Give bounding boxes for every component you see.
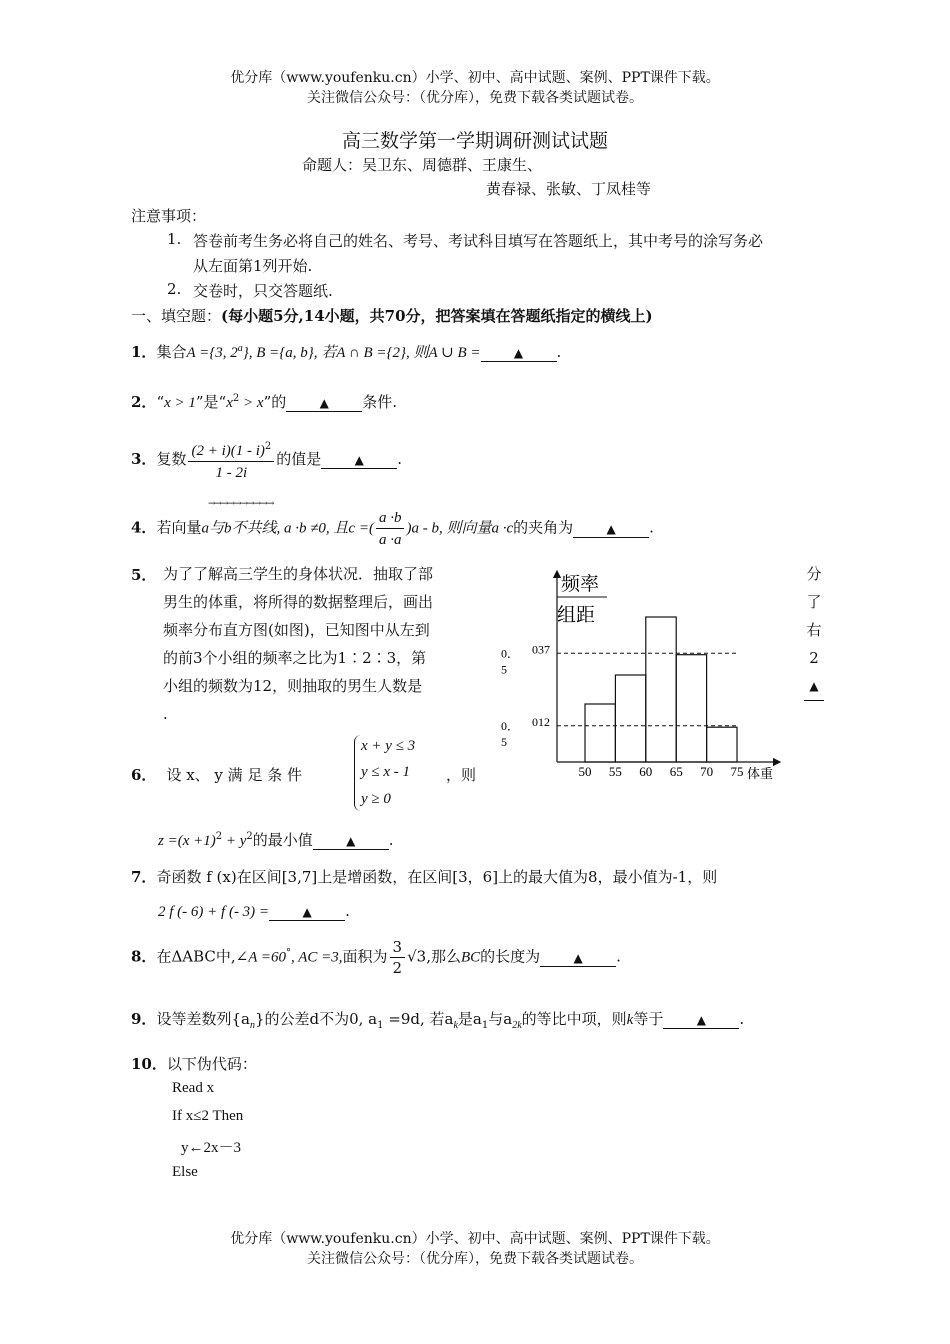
q4-frac-den: a ·a [378, 532, 402, 548]
histogram-bar-4 [676, 655, 706, 762]
q4-frac-num: a ·b [378, 510, 402, 526]
x-tick-label-60: 60 [639, 764, 653, 779]
note-1-text-cont: 从左面第1列开始. [193, 257, 313, 275]
section-heading [131, 305, 653, 326]
q5-line-3: 频率分布直方图(如图)，已知图中从左到 [163, 621, 430, 639]
q10-number: 10． [131, 1055, 167, 1073]
histogram-bar-5 [707, 727, 737, 762]
q8-frac-num: 3 [390, 937, 406, 958]
q4-vector-arrows: →→→→→→→→→→ [208, 499, 274, 509]
q1-text: 集合 [156, 343, 187, 361]
q1-expr-2: }, B ={a, b}, 若A ∩ B ={2}, 则A ∪ B = [242, 345, 481, 361]
header-line-2: 关注微信公众号：（优分库），免费下载各类试题试卷。 [307, 90, 643, 106]
q8-t2: 面积为 [342, 947, 388, 966]
page-title: 高三数学第一学期调研测试试题 [341, 130, 608, 152]
q6-end: . [388, 831, 394, 849]
q8-degree: ° [286, 947, 291, 959]
q6-brace [354, 735, 361, 811]
q10-text: 以下伪代码： [166, 1055, 257, 1073]
q5-text [163, 560, 483, 728]
notes-heading: 注意事项： [131, 207, 207, 225]
q8-fraction [390, 937, 406, 978]
q8-bc: BC [460, 949, 481, 966]
q2-t2: ”是“ [195, 393, 227, 411]
histogram-bar-2 [615, 675, 645, 762]
q2-t4: 条件. [362, 393, 398, 411]
q8-frac-den: 2 [392, 959, 403, 977]
q6-sup-1: 2 [215, 831, 223, 842]
q6-condition-2: y ≤ x - 1 [361, 764, 411, 780]
q8-t4: 的长度为 [480, 947, 541, 966]
note-1-text: 答卷前考生务必将自己的姓名、考号、考试科目填写在答题纸上，其中考号的涂写务必 [193, 232, 764, 250]
q2-answer-blank[interactable]: ▲ [286, 396, 362, 412]
q2-t1: “ [156, 393, 165, 411]
q9-t2: }的公差d不为0, a [254, 1010, 378, 1028]
q7-number: 7． [131, 868, 157, 886]
code-line-2: If x≤2 Then [172, 1108, 244, 1124]
q6-then: ，则 [446, 766, 477, 784]
q3-fraction [188, 437, 274, 483]
note-2-number: 2. [167, 280, 182, 298]
q3-text: 复数 [156, 450, 187, 468]
x-tick-label-70: 70 [700, 764, 714, 779]
authors-line-1: 命题人：吴卫东、周德群、王康生、 [302, 156, 543, 174]
q9-answer-blank[interactable]: ▲ [663, 1013, 739, 1029]
y-label-top: 频率 [561, 573, 600, 595]
q1-answer-blank[interactable]: ▲ [481, 346, 557, 362]
header-line-1: 优分库（www.youfenku.cn）小学、初中、高中试题、案例、PPT课件下载。 [230, 70, 720, 86]
q6-expr-2: + y [222, 833, 247, 849]
q4-t2: 的夹角为 [513, 518, 574, 537]
q7-answer-blank[interactable]: ▲ [269, 905, 345, 921]
question-2 [131, 391, 397, 412]
q4-fraction [376, 507, 405, 550]
q9-t7: 等于 [633, 1010, 664, 1028]
q8-end: . [616, 947, 621, 966]
q9-number: 9． [131, 1010, 157, 1028]
ref-label-bottom-part-2: 012 [532, 714, 550, 729]
q6-answer-blank[interactable]: ▲ [313, 834, 389, 850]
q5-line-2: 男生的体重，将所得的数据整理后，画出 [163, 593, 434, 611]
q5-side-3: 右 [806, 621, 822, 639]
q2-sup: 2 [232, 393, 240, 404]
q5-side-2: 了 [806, 593, 822, 611]
q8-t3: ,那么 [426, 947, 461, 966]
code-line-4: Else [172, 1164, 198, 1180]
q6-sup-2: 2 [246, 831, 253, 842]
ref-label-bottom-part-1: 0． [501, 718, 520, 733]
q8-sqrt: √3 [407, 947, 427, 966]
y-label-bottom: 组距 [557, 604, 596, 626]
q7-line-2: 2 f (- 6) + f (- 3) = [158, 904, 270, 920]
question-8 [131, 937, 621, 978]
q5-answer-blank[interactable]: ▲ [804, 672, 824, 701]
x-tick-label-50: 50 [578, 764, 592, 779]
q5-line-1: 为了了解高三学生的身体状况．抽取了部 [163, 565, 434, 583]
ref-label-bottom-part-3: 5 [501, 734, 507, 749]
q5-side-text [804, 560, 824, 701]
section-desc: (每小题5分,14小题，共70分，把答案填在答题纸指定的横线上) [221, 307, 653, 325]
q9-t3: =9d, 若a [383, 1010, 454, 1028]
q7-line-1: 奇函数 f (x)在区间[3,7]上是增函数，在区间[3，6]上的最大值为8，最小值为-1，则 [156, 868, 718, 886]
q7-line-2-wrap [158, 902, 350, 921]
q9-sub-3: k [453, 1020, 458, 1031]
section-label: 一、填空题： [131, 307, 222, 325]
q9-sub-1: n [249, 1020, 255, 1031]
q2-expr-2: x [226, 395, 233, 411]
q1-exponent: a [237, 343, 243, 354]
q8-number: 8． [131, 947, 157, 966]
ref-label-top-part-1: 0． [501, 646, 520, 661]
ref-label-top-part-3: 5 [501, 662, 507, 677]
q8-text: 在ΔABC中, [156, 947, 236, 966]
q3-num-sup: 2 [264, 441, 272, 452]
q1-expr-1: A ={3, 2 [186, 345, 238, 361]
q2-number: 2． [131, 393, 157, 411]
q9-k: k [626, 1012, 634, 1028]
q3-t2: 的值是 [276, 450, 322, 468]
q1-end: . [556, 343, 562, 361]
q2-t3: ”的 [263, 393, 287, 411]
q6-condition-3: y ≥ 0 [361, 791, 391, 807]
q9-sub-5: 2k [512, 1020, 522, 1031]
q5-line-5: 小组的频数为12，则抽取的男生人数是 [163, 677, 423, 695]
footer-line-2: 关注微信公众号：（优分库），免费下载各类试题试卷。 [307, 1251, 643, 1267]
q4-end: . [649, 518, 654, 537]
x-tick-label-75: 75 [730, 764, 744, 779]
q9-sub-2: 1 [377, 1020, 384, 1031]
q5-side-4: 2 [809, 649, 819, 667]
q5-line-4: 的前3个小组的频率之比为1∶2∶3，第 [163, 649, 427, 667]
q4-text: 若向量 [156, 518, 202, 537]
q9-text: 设等差数列{a [156, 1010, 250, 1028]
q3-number: 3． [131, 450, 157, 468]
q6-expr-1: z =(x +1) [158, 833, 216, 849]
q5-line-6: . [163, 705, 168, 723]
question-9 [131, 1008, 744, 1031]
code-line-1: Read x [172, 1080, 215, 1096]
q3-numerator: (2 + i)(1 - i) [191, 443, 265, 459]
q4-answer-blank[interactable]: ▲ [573, 522, 649, 538]
note-2-text: 交卷时，只交答题纸. [193, 282, 333, 300]
q4-number: 4． [131, 518, 157, 537]
histogram-bar-3 [646, 617, 676, 762]
q3-answer-blank[interactable]: ▲ [321, 453, 397, 469]
q5-side-1: 分 [806, 565, 822, 583]
q9-sub-4: 1 [481, 1020, 489, 1031]
q9-t4: 是a [457, 1010, 482, 1028]
q2-expr-3: > x [239, 395, 264, 411]
q9-end: . [739, 1010, 745, 1028]
x-axis-label: 体重 [747, 767, 774, 782]
q9-t5: 与a [488, 1010, 513, 1028]
q3-denominator: 1 - 2i [215, 465, 248, 481]
question-3 [131, 437, 402, 483]
q7-end: . [345, 902, 350, 920]
q5-number: 5． [131, 566, 157, 584]
q6-text: 设 x、 y 满 足 条 件 [166, 766, 302, 784]
q8-answer-blank[interactable]: ▲ [540, 951, 616, 967]
q4-expr-1: a与b不共线, a ·b ≠0, 且c =( [201, 520, 374, 537]
q4-expr-2: )a - b, 则向量a ·c [406, 520, 514, 537]
question-6 [131, 764, 302, 785]
q2-expr-1: x > 1 [164, 395, 196, 411]
q6-condition-1: x + y ≤ 3 [361, 738, 416, 754]
note-1-number: 1. [167, 230, 182, 248]
question-7 [131, 866, 717, 887]
histogram-bar-1 [585, 704, 615, 762]
q1-number: 1． [131, 343, 157, 361]
q9-t6: 的等比中项，则 [521, 1010, 627, 1028]
q6-number: 6． [131, 766, 157, 784]
q8-expr-1: ∠A =60 [235, 949, 286, 966]
frequency-histogram [495, 560, 785, 790]
x-tick-label-65: 65 [669, 764, 683, 779]
question-1 [131, 341, 561, 362]
ref-label-top-part-2: 037 [532, 642, 550, 657]
question-4 [131, 507, 654, 550]
footer-line-1: 优分库（www.youfenku.cn）小学、初中、高中试题、案例、PPT课件下载。 [230, 1231, 720, 1247]
q8-expr-2: , AC =3, [291, 949, 343, 966]
x-tick-label-55: 55 [608, 764, 622, 779]
q6-t3: 的最小值 [252, 831, 313, 849]
q6-line-2 [158, 829, 394, 850]
code-line-3: y←2x－3 [181, 1140, 242, 1156]
authors-line-2: 黄春禄、张敏、丁凤桂等 [486, 180, 652, 198]
q3-end: . [397, 450, 403, 468]
question-10 [131, 1053, 257, 1074]
